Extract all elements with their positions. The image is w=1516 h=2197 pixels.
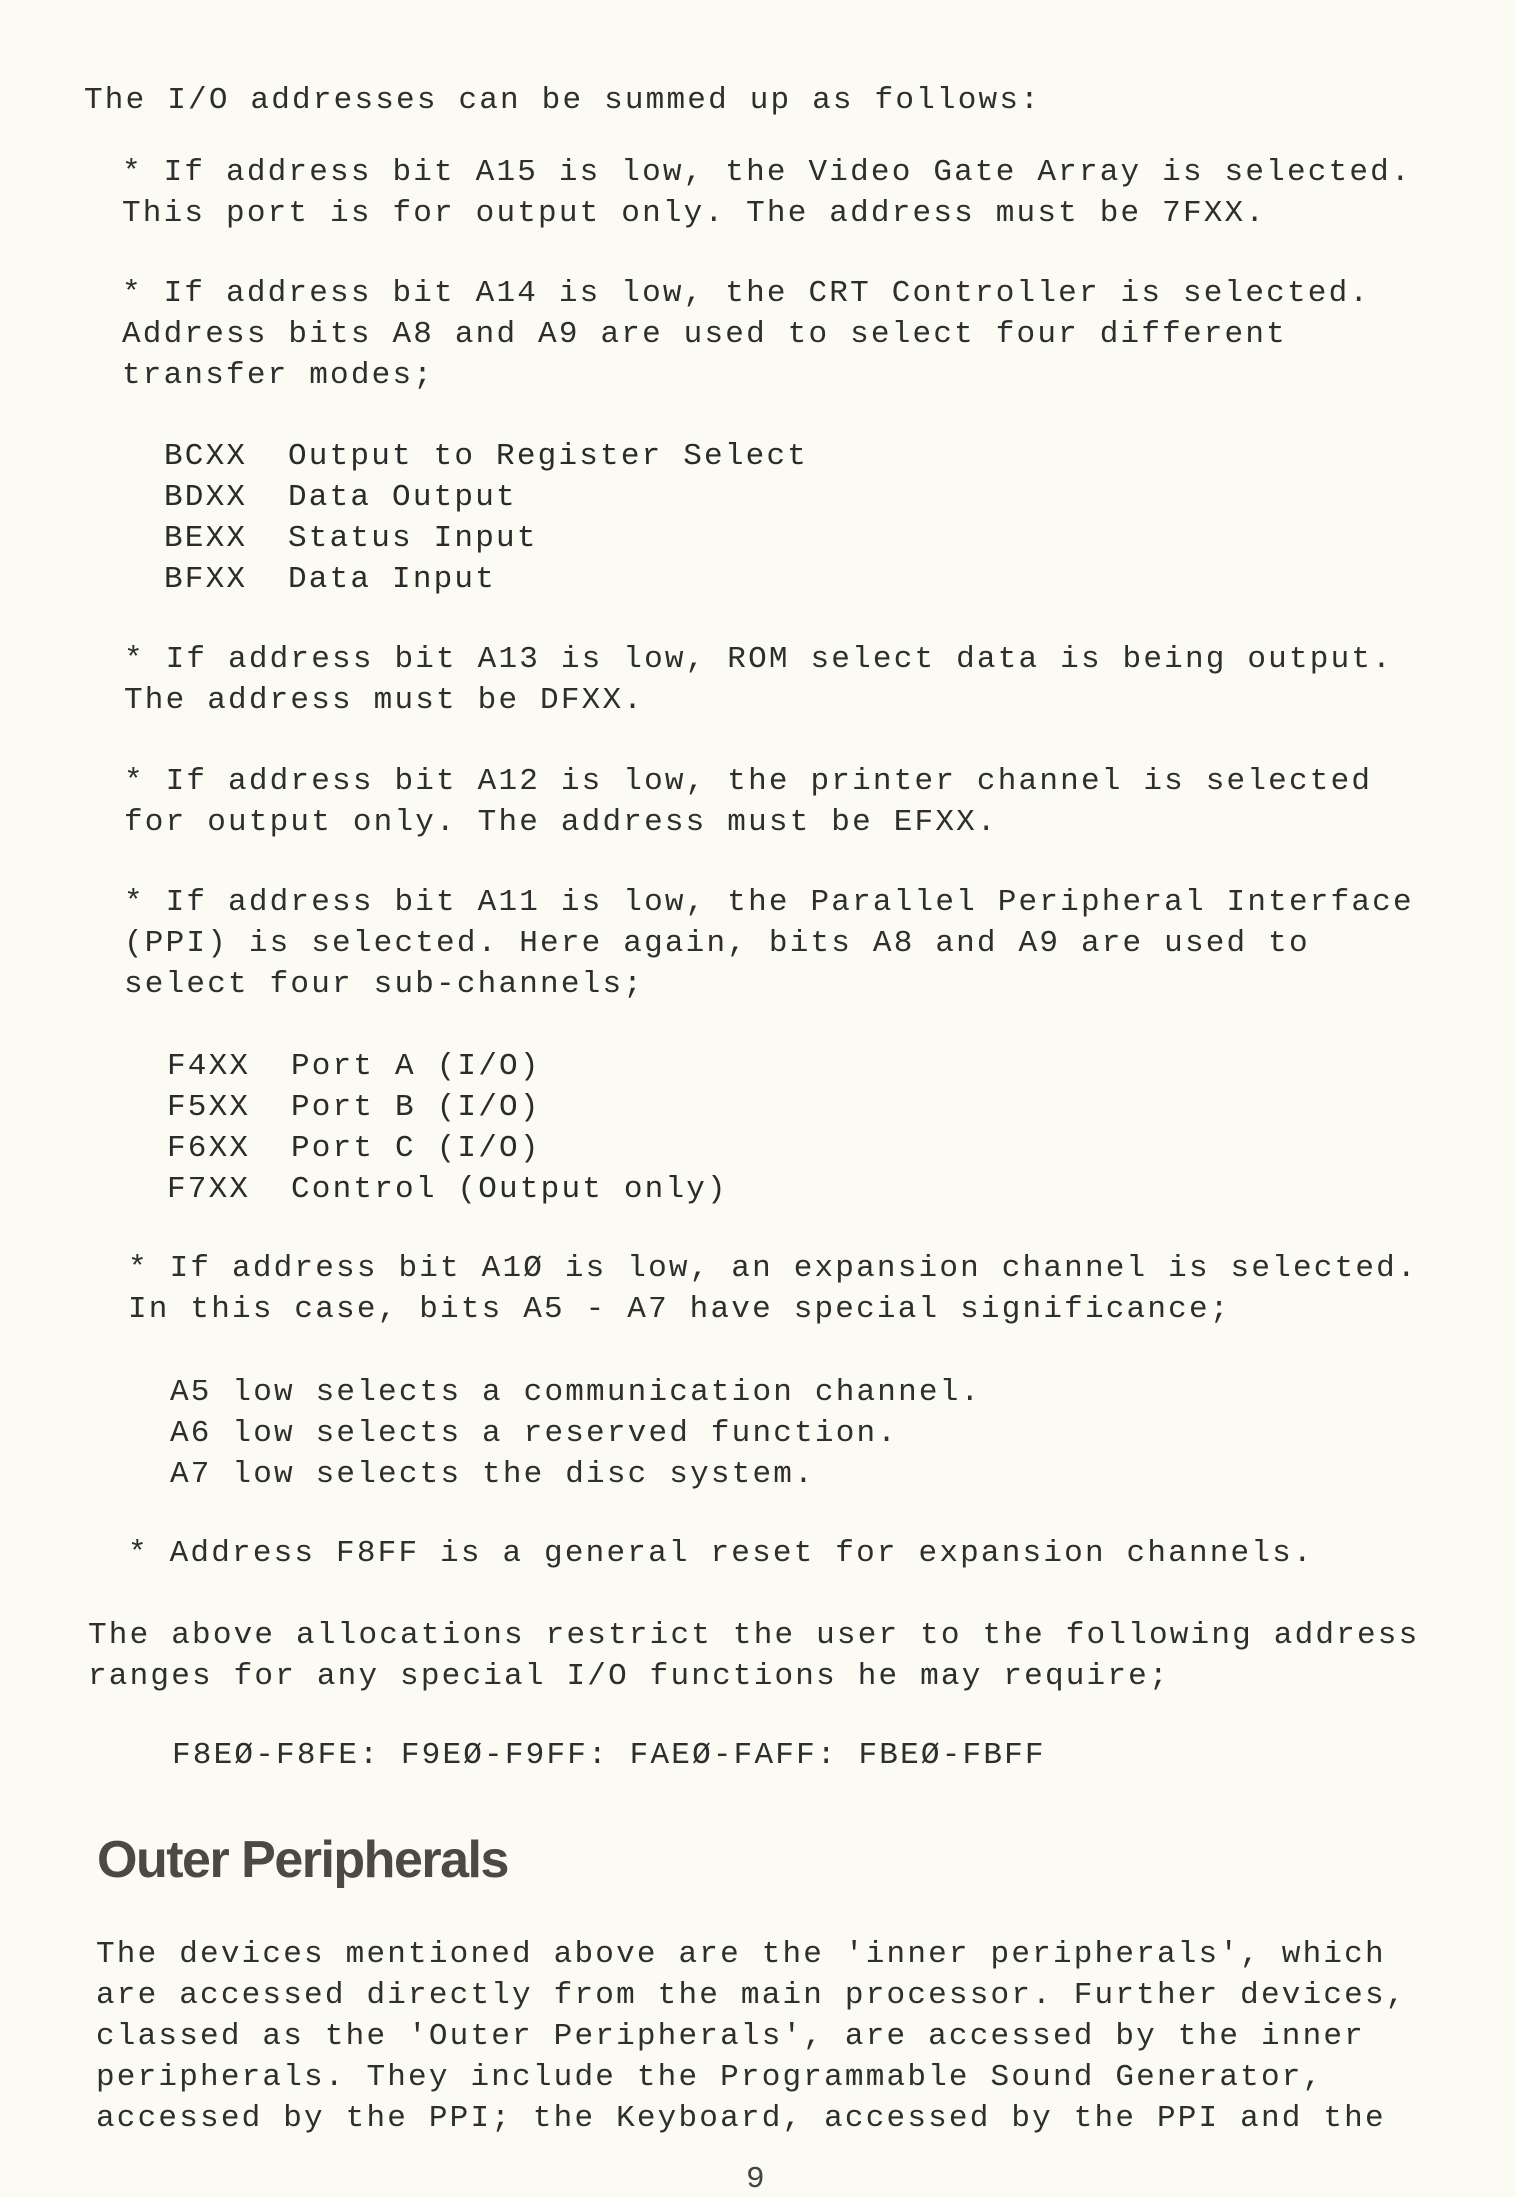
intro-line: The I/O addresses can be summed up as follows: (84, 83, 1041, 118)
f8ff-line: * Address F8FF is a general reset for expansion channels. (128, 1536, 1314, 1571)
outer-line-3: classed as the 'Outer Peripherals', are accessed by the inner (96, 2019, 1365, 2054)
a10-line-2: In this case, bits A5 - A7 have special significance; (128, 1292, 1231, 1327)
a13-line-2: The address must be DFXX. (124, 683, 645, 718)
table-row: F5XX Port B (I/O) (167, 1090, 541, 1125)
table-row: BDXX Data Output (164, 480, 517, 515)
table-row: BFXX Data Input (164, 562, 497, 597)
page-number: 9 (746, 2162, 765, 2197)
outer-line-1: The devices mentioned above are the 'inner peripherals', which (96, 1937, 1386, 1972)
ppi-port-table (167, 1046, 728, 1210)
a5-line: A5 low selects a communication channel. (170, 1375, 982, 1410)
address-ranges: F8EØ-F8FE: F9EØ-F9FF: FAEØ-FAFF: FBEØ-FBFF (172, 1738, 1046, 1773)
a11-line-1: * If address bit A11 is low, the Parallel Peripheral Interface (124, 885, 1414, 920)
a10-line-1: * If address bit A1Ø is low, an expansion channel is selected. (128, 1251, 1418, 1286)
a14-line-2: Address bits A8 and A9 are used to select four different (122, 317, 1287, 352)
table-row: F7XX Control (Output only) (167, 1172, 728, 1207)
section-title: Outer Peripherals (97, 1831, 508, 1889)
a11-line-2: (PPI) is selected. Here again, bits A8 and A9 are used to (124, 926, 1310, 961)
crtc-mode-table (164, 436, 808, 600)
outer-line-2: are accessed directly from the main processor. Further devices, (96, 1978, 1407, 2013)
a15-line-2: This port is for output only. The address must be 7FXX. (122, 196, 1267, 231)
table-row: BCXX Output to Register Select (164, 439, 809, 474)
outer-line-5: accessed by the PPI; the Keyboard, accessed by the PPI and the (96, 2101, 1386, 2136)
table-row: F6XX Port C (I/O) (167, 1131, 541, 1166)
a14-line-3: transfer modes; (122, 358, 435, 393)
a14-line-1: * If address bit A14 is low, the CRT Controller is selected. (122, 276, 1371, 311)
a11-line-3: select four sub-channels; (124, 967, 645, 1002)
a7-line: A7 low selects the disc system. (170, 1457, 815, 1492)
a12-line-2: for output only. The address must be EFXX. (124, 805, 998, 840)
a12-line-1: * If address bit A12 is low, the printer channel is selected (124, 764, 1373, 799)
table-row: BEXX Status Input (164, 521, 538, 556)
allocations-line-2: ranges for any special I/O functions he may require; (88, 1659, 1170, 1694)
outer-line-4: peripherals. They include the Programmable Sound Generator, (96, 2060, 1324, 2095)
table-row: F4XX Port A (I/O) (167, 1049, 541, 1084)
allocations-line-1: The above allocations restrict the user to the following address (88, 1618, 1420, 1653)
a6-line: A6 low selects a reserved function. (170, 1416, 899, 1451)
a13-line-1: * If address bit A13 is low, ROM select data is being output. (124, 642, 1393, 677)
a15-line-1: * If address bit A15 is low, the Video Gate Array is selected. (122, 155, 1412, 190)
